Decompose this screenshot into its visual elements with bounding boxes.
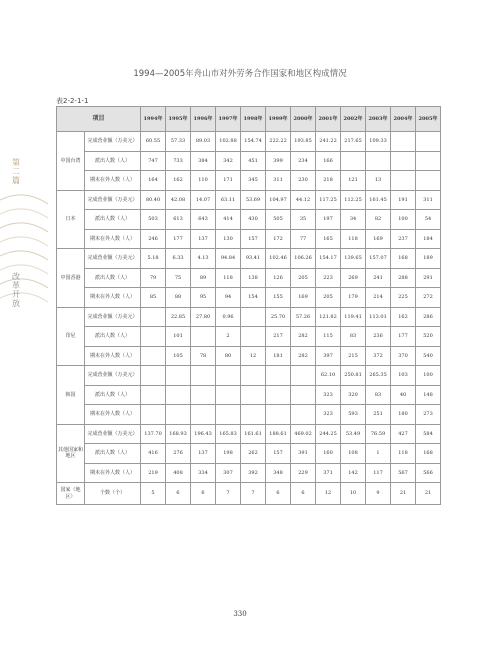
value-cell: 106.26 [291, 249, 316, 269]
value-cell: 162 [391, 307, 416, 327]
value-cell: 6 [191, 483, 216, 505]
value-cell: 282 [291, 346, 316, 366]
value-cell: 6 [291, 483, 316, 505]
value-cell: 14.07 [191, 190, 216, 210]
value-cell: 148 [416, 385, 441, 405]
value-cell [291, 385, 316, 405]
page-title: 1994—2005年舟山市对外劳务合作国家和地区构成情况 [133, 69, 347, 79]
value-cell: 27.80 [191, 307, 216, 327]
table-row [57, 346, 441, 366]
value-cell: 348 [266, 463, 291, 483]
value-cell [191, 366, 216, 386]
value-cell: 505 [266, 210, 291, 230]
value-cell: 138 [241, 268, 266, 288]
value-cell: 172 [266, 229, 291, 249]
item-cell: 派出人数（人） [85, 327, 141, 347]
value-cell: 7 [241, 483, 266, 505]
value-cell: 180 [391, 405, 416, 425]
value-cell: 165.83 [216, 424, 241, 444]
value-cell: 265.35 [366, 366, 391, 386]
value-cell: 9 [366, 483, 391, 505]
value-cell: 334 [191, 463, 216, 483]
value-cell: 342 [216, 151, 241, 171]
value-cell: 157 [241, 229, 266, 249]
value-cell: 6.33 [166, 249, 191, 269]
value-cell: 118 [341, 229, 366, 249]
table-row [57, 190, 441, 210]
value-cell: 53.69 [241, 190, 266, 210]
value-cell [191, 327, 216, 347]
value-cell: 6 [266, 483, 291, 505]
value-cell: 139.65 [341, 249, 366, 269]
table-row [57, 463, 441, 483]
value-cell: 85 [141, 288, 166, 308]
value-cell [241, 405, 266, 425]
value-cell: 169 [291, 288, 316, 308]
value-cell: 593 [341, 405, 366, 425]
value-cell: 273 [416, 405, 441, 425]
value-cell: 177 [166, 229, 191, 249]
value-cell: 566 [416, 463, 441, 483]
value-cell: 184 [416, 229, 441, 249]
value-cell: 166 [316, 151, 341, 171]
item-cell: 派出人数（人） [85, 268, 141, 288]
value-cell: 115 [316, 327, 341, 347]
value-cell: 311 [416, 190, 441, 210]
value-cell: 79 [141, 268, 166, 288]
header-year: 2003年 [366, 107, 391, 132]
value-cell: 54 [416, 210, 441, 230]
value-cell: 34 [341, 210, 366, 230]
value-cell: 1 [366, 444, 391, 464]
value-cell [391, 151, 416, 171]
value-cell: 121.82 [316, 307, 341, 327]
value-cell: 430 [241, 210, 266, 230]
value-cell: 193.85 [291, 132, 316, 152]
value-cell: 89.03 [191, 132, 216, 152]
value-cell: 469.02 [291, 424, 316, 444]
item-cell: 完成营业额（万美元） [85, 132, 141, 152]
value-cell: 63.11 [216, 190, 241, 210]
value-cell [416, 132, 441, 152]
value-cell: 121 [341, 171, 366, 191]
value-cell: 307 [216, 463, 241, 483]
value-cell: 181 [266, 346, 291, 366]
value-cell: 323 [316, 405, 341, 425]
value-cell: 104.97 [266, 190, 291, 210]
value-cell: 80.40 [141, 190, 166, 210]
value-cell: 217.65 [341, 132, 366, 152]
value-cell: 276 [166, 444, 191, 464]
value-cell: 22.85 [166, 307, 191, 327]
value-cell: 241.22 [316, 132, 341, 152]
value-cell: 77 [291, 229, 316, 249]
value-cell: 102.88 [216, 132, 241, 152]
value-cell: 13 [366, 171, 391, 191]
header-year: 1999年 [266, 107, 291, 132]
header-project: 项目 [57, 107, 141, 132]
value-cell: 246 [141, 229, 166, 249]
value-cell [216, 385, 241, 405]
value-cell: 384 [191, 151, 216, 171]
value-cell: 142 [341, 463, 366, 483]
value-cell: 230 [291, 171, 316, 191]
value-cell: 219 [141, 463, 166, 483]
header-year: 1996年 [191, 107, 216, 132]
value-cell [341, 151, 366, 171]
value-cell: 25.70 [266, 307, 291, 327]
country-cell: 中国香港 [57, 249, 85, 308]
value-cell: 83 [341, 327, 366, 347]
value-cell: 241 [366, 268, 391, 288]
value-cell: 392 [241, 463, 266, 483]
country-cell: 中国台湾 [57, 132, 85, 191]
value-cell: 269 [341, 268, 366, 288]
value-cell: 88 [166, 288, 191, 308]
value-cell: 540 [416, 346, 441, 366]
value-cell: 154.17 [316, 249, 341, 269]
header-year: 1995年 [166, 107, 191, 132]
value-cell: 189 [416, 249, 441, 269]
header-year: 2001年 [316, 107, 341, 132]
value-cell: 157 [266, 444, 291, 464]
value-cell: 108 [341, 444, 366, 464]
value-cell: 370 [391, 346, 416, 366]
value-cell: 100 [416, 366, 441, 386]
value-cell: 80 [216, 346, 241, 366]
header-year: 1994年 [141, 107, 166, 132]
header-year: 2005年 [416, 107, 441, 132]
table-row [57, 385, 441, 405]
country-cell: 日本 [57, 190, 85, 249]
value-cell: 165 [316, 229, 341, 249]
value-cell: 155 [266, 288, 291, 308]
value-cell: 5 [141, 483, 166, 505]
data-table [56, 106, 441, 505]
value-cell: 162 [166, 171, 191, 191]
value-cell: 157.07 [366, 249, 391, 269]
header-row [57, 107, 441, 132]
value-cell: 520 [416, 327, 441, 347]
value-cell: 137 [191, 229, 216, 249]
value-cell [416, 151, 441, 171]
value-cell: 345 [241, 171, 266, 191]
value-cell: 12 [316, 483, 341, 505]
value-cell: 154 [241, 288, 266, 308]
value-cell: 272 [416, 288, 441, 308]
value-cell: 613 [166, 210, 191, 230]
value-cell: 154.74 [241, 132, 266, 152]
value-cell: 137.70 [141, 424, 166, 444]
value-cell: 225 [391, 288, 416, 308]
value-cell: 78 [191, 346, 216, 366]
value-cell: 130 [216, 229, 241, 249]
value-cell: 371 [316, 463, 341, 483]
value-cell [141, 307, 166, 327]
value-cell: 6 [166, 483, 191, 505]
value-cell: 7 [216, 483, 241, 505]
value-cell: 94 [216, 288, 241, 308]
item-cell: 派出人数（人） [85, 210, 141, 230]
value-cell: 168 [416, 444, 441, 464]
value-cell: 4.13 [191, 249, 216, 269]
header-year: 2000年 [291, 107, 316, 132]
value-cell: 223 [316, 268, 341, 288]
value-cell [241, 366, 266, 386]
value-cell: 126 [266, 268, 291, 288]
value-cell [216, 366, 241, 386]
item-cell: 期末在外人数（人） [85, 463, 141, 483]
value-cell: 177 [391, 327, 416, 347]
value-cell: 196.43 [191, 424, 216, 444]
value-cell [141, 385, 166, 405]
table-row [57, 405, 441, 425]
table-row [57, 268, 441, 288]
value-cell: 109.33 [366, 132, 391, 152]
value-cell: 188.61 [266, 424, 291, 444]
value-cell: 291 [416, 268, 441, 288]
table-row [57, 424, 441, 444]
value-cell [141, 346, 166, 366]
value-cell: 286 [416, 307, 441, 327]
value-cell [391, 171, 416, 191]
item-cell: 派出人数（人） [85, 444, 141, 464]
value-cell [266, 405, 291, 425]
value-cell [191, 385, 216, 405]
item-cell: 个数（个） [85, 483, 141, 505]
value-cell: 0.96 [216, 307, 241, 327]
value-cell [266, 366, 291, 386]
value-cell: 118 [391, 444, 416, 464]
value-cell: 399 [266, 151, 291, 171]
value-cell [166, 405, 191, 425]
value-cell: 42.08 [166, 190, 191, 210]
value-cell: 427 [391, 424, 416, 444]
value-cell: 214 [366, 288, 391, 308]
value-cell: 408 [166, 463, 191, 483]
value-cell [216, 405, 241, 425]
value-cell: 747 [141, 151, 166, 171]
value-cell [391, 132, 416, 152]
value-cell: 160 [316, 444, 341, 464]
value-cell: 171 [216, 171, 241, 191]
table-row [57, 151, 441, 171]
value-cell: 93.41 [241, 249, 266, 269]
value-cell: 117.25 [316, 190, 341, 210]
value-cell: 21 [391, 483, 416, 505]
value-cell: 397 [316, 346, 341, 366]
value-cell [241, 327, 266, 347]
value-cell: 251 [366, 405, 391, 425]
table-row [57, 229, 441, 249]
value-cell: 10 [341, 483, 366, 505]
value-cell: 57.33 [166, 132, 191, 152]
item-cell: 完成营业额（万美元） [85, 249, 141, 269]
value-cell: 288 [391, 268, 416, 288]
value-cell: 197 [316, 210, 341, 230]
table-row [57, 444, 441, 464]
value-cell: 2 [216, 327, 241, 347]
value-cell: 40 [391, 385, 416, 405]
value-cell: 282 [291, 327, 316, 347]
value-cell: 217 [266, 327, 291, 347]
value-cell: 643 [191, 210, 216, 230]
value-cell [366, 151, 391, 171]
count-row [57, 483, 441, 505]
value-cell: 733 [166, 151, 191, 171]
value-cell: 137 [191, 444, 216, 464]
value-cell: 112.25 [341, 190, 366, 210]
table-row [57, 249, 441, 269]
header-year: 1998年 [241, 107, 266, 132]
value-cell [241, 307, 266, 327]
value-cell [166, 366, 191, 386]
country-cell: 印尼 [57, 307, 85, 366]
value-cell: 57.26 [291, 307, 316, 327]
value-cell [141, 405, 166, 425]
wave-decoration [0, 180, 48, 370]
value-cell: 205 [316, 288, 341, 308]
side-chapter-label: 改革开放 [12, 272, 20, 308]
value-cell: 100 [391, 210, 416, 230]
value-cell: 372 [366, 346, 391, 366]
value-cell: 101 [166, 327, 191, 347]
value-cell: 53.49 [341, 424, 366, 444]
value-cell: 75 [166, 268, 191, 288]
item-cell: 派出人数（人） [85, 151, 141, 171]
table-row [57, 171, 441, 191]
value-cell: 168 [391, 249, 416, 269]
table-body [57, 132, 441, 505]
value-cell: 414 [216, 210, 241, 230]
value-cell: 89 [191, 268, 216, 288]
item-cell: 期末在外人数（人） [85, 405, 141, 425]
value-cell: 567 [391, 463, 416, 483]
value-cell: 5.18 [141, 249, 166, 269]
item-cell: 期末在外人数（人） [85, 346, 141, 366]
value-cell [416, 171, 441, 191]
page-number: 330 [233, 610, 247, 618]
value-cell: 236 [366, 327, 391, 347]
value-cell: 244.25 [316, 424, 341, 444]
value-cell: 320 [341, 385, 366, 405]
value-cell: 164 [141, 171, 166, 191]
value-cell: 118 [216, 268, 241, 288]
side-part-label: 第二篇 [12, 158, 20, 185]
value-cell: 229 [291, 463, 316, 483]
value-cell [291, 366, 316, 386]
value-cell [191, 405, 216, 425]
value-cell: 102.46 [266, 249, 291, 269]
country-cell: 国家（地区） [57, 483, 85, 505]
value-cell: 250.81 [341, 366, 366, 386]
value-cell: 311 [266, 171, 291, 191]
value-cell: 35 [291, 210, 316, 230]
item-cell: 派出人数（人） [85, 385, 141, 405]
value-cell: 237 [391, 229, 416, 249]
country-cell: 其他国家和地区 [57, 424, 85, 483]
item-cell: 期末在外人数（人） [85, 288, 141, 308]
country-cell: 韩国 [57, 366, 85, 425]
value-cell [141, 366, 166, 386]
value-cell: 60.55 [141, 132, 166, 152]
value-cell: 323 [316, 385, 341, 405]
value-cell: 83 [366, 385, 391, 405]
header-year: 2002年 [341, 107, 366, 132]
value-cell: 21 [416, 483, 441, 505]
value-cell: 218 [316, 171, 341, 191]
value-cell: 82 [366, 210, 391, 230]
table-row [57, 307, 441, 327]
value-cell: 168.93 [166, 424, 191, 444]
value-cell: 416 [141, 444, 166, 464]
value-cell: 105 [166, 346, 191, 366]
item-cell: 完成营业额（万美元） [85, 424, 141, 444]
value-cell [291, 405, 316, 425]
value-cell [141, 327, 166, 347]
header-year: 2004年 [391, 107, 416, 132]
value-cell: 503 [141, 210, 166, 230]
value-cell: 215 [341, 346, 366, 366]
table-number: 表2-2-1-1 [56, 97, 89, 105]
item-cell: 完成营业额（万美元） [85, 307, 141, 327]
table-row [57, 327, 441, 347]
value-cell: 584 [416, 424, 441, 444]
value-cell: 161.61 [241, 424, 266, 444]
header-year: 1997年 [216, 107, 241, 132]
value-cell: 110 [191, 171, 216, 191]
value-cell: 161.45 [366, 190, 391, 210]
value-cell: 191 [391, 190, 416, 210]
value-cell: 103 [391, 366, 416, 386]
item-cell: 期末在外人数（人） [85, 229, 141, 249]
value-cell: 222.22 [266, 132, 291, 152]
value-cell [266, 385, 291, 405]
value-cell: 198 [216, 444, 241, 464]
value-cell: 451 [241, 151, 266, 171]
table-row [57, 210, 441, 230]
value-cell: 391 [291, 444, 316, 464]
value-cell: 179 [341, 288, 366, 308]
value-cell: 205 [291, 268, 316, 288]
value-cell: 94.84 [216, 249, 241, 269]
value-cell [241, 385, 266, 405]
value-cell: 234 [291, 151, 316, 171]
table-row [57, 366, 441, 386]
value-cell: 95 [191, 288, 216, 308]
value-cell: 117 [366, 463, 391, 483]
value-cell: 169 [366, 229, 391, 249]
item-cell: 完成营业额（万美元） [85, 190, 141, 210]
item-cell: 期末在外人数（人） [85, 171, 141, 191]
value-cell: 113.01 [366, 307, 391, 327]
value-cell: 262 [241, 444, 266, 464]
value-cell: 76.59 [366, 424, 391, 444]
item-cell: 完成营业额（万美元） [85, 366, 141, 386]
table-row [57, 288, 441, 308]
value-cell: 119.41 [341, 307, 366, 327]
value-cell [166, 385, 191, 405]
value-cell: 44.12 [291, 190, 316, 210]
table-row [57, 132, 441, 152]
value-cell: 62.10 [316, 366, 341, 386]
value-cell: 12 [241, 346, 266, 366]
